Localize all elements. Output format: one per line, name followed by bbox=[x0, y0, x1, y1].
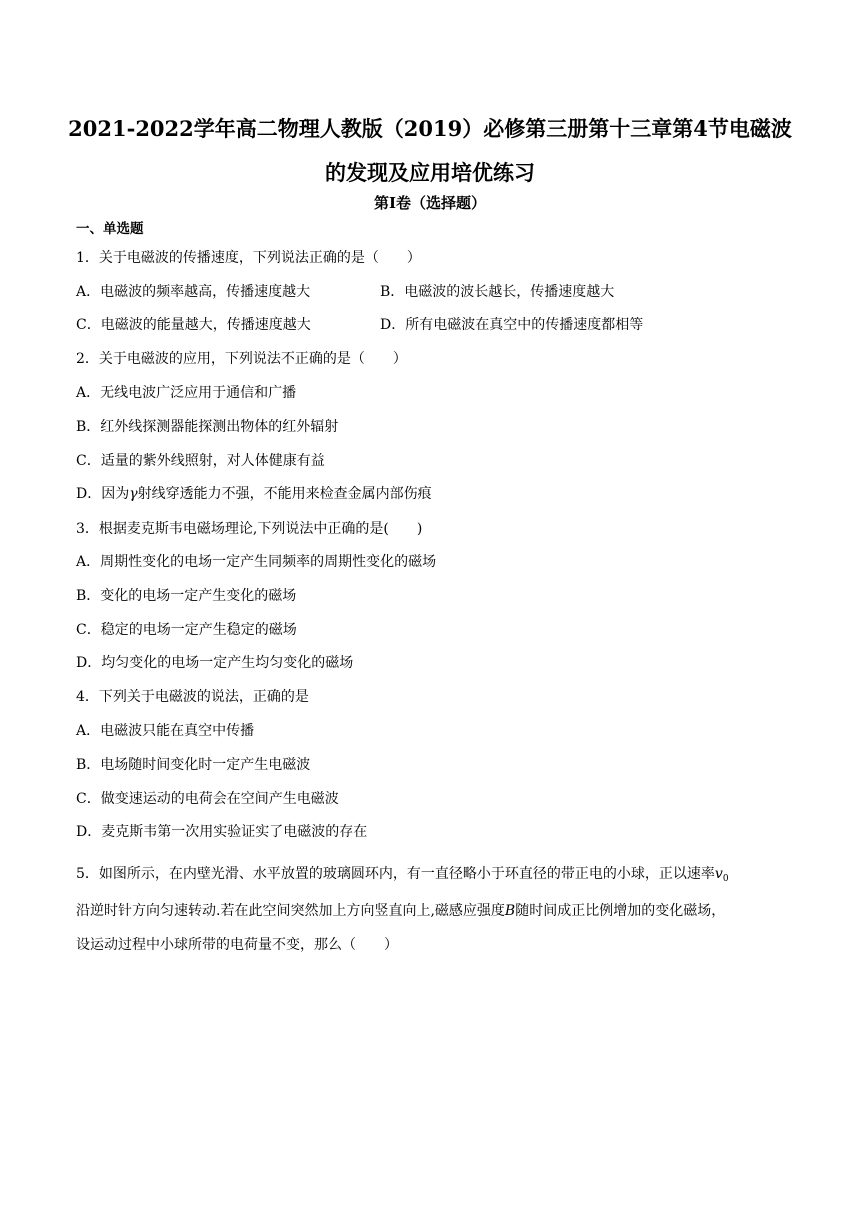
question-5-stem-line-2 bbox=[76, 901, 725, 921]
question-3-option-d: D．均匀变化的电场一定产生均匀变化的磁场 bbox=[76, 655, 354, 671]
question-1-option-c: C．电磁波的能量越大，传播速度越大 bbox=[76, 317, 311, 333]
question-4-stem: 4．下列关于电磁波的说法，正确的是 bbox=[76, 689, 309, 705]
volume-heading: 第Ⅰ卷（选择题） bbox=[373, 194, 487, 212]
question-2-option-a: A．无线电波广泛应用于通信和广播 bbox=[76, 385, 297, 401]
magnetic-field-symbol: B bbox=[504, 903, 516, 919]
question-5-stem-text-2: 沿逆时针方向匀速转动.若在此空间突然加上方向竖直向上,磁感应强度 bbox=[76, 903, 505, 919]
question-1-option-b: B．电磁波的波长越长，传播速度越大 bbox=[380, 284, 615, 300]
document-title-line-2: 的发现及应用培优练习 bbox=[325, 160, 535, 185]
question-1-option-a: A．电磁波的频率越高，传播速度越大 bbox=[76, 284, 311, 300]
question-2-stem: 2．关于电磁波的应用，下列说法不正确的是（ ） bbox=[76, 351, 407, 367]
question-1-stem: 1．关于电磁波的传播速度，下列说法正确的是（ ） bbox=[76, 250, 421, 266]
section-heading: 一、单选题 bbox=[76, 221, 144, 237]
question-3-stem: 3．根据麦克斯韦电磁场理论,下列说法中正确的是( ) bbox=[76, 521, 423, 537]
question-5-stem-line-3: 设运动过程中小球所带的电荷量不变，那么（ ） bbox=[76, 937, 398, 953]
question-5-stem-line-1 bbox=[76, 864, 729, 889]
question-2-option-d-suffix: 射线穿透能力不强，不能用来检查金属内部伤痕 bbox=[137, 486, 432, 502]
question-2-option-b: B．红外线探测器能探测出物体的红外辐射 bbox=[76, 419, 339, 435]
question-4-option-c: C．做变速运动的电荷会在空间产生电磁波 bbox=[76, 791, 339, 807]
question-2-option-d bbox=[76, 484, 432, 504]
question-5-stem-text-3: 随时间成正比例增加的变化磁场， bbox=[515, 903, 726, 919]
gamma-symbol: γ bbox=[129, 486, 138, 502]
question-3-option-c: C．稳定的电场一定产生稳定的磁场 bbox=[76, 622, 297, 638]
question-2-option-d-prefix: D．因为 bbox=[76, 486, 130, 502]
velocity-subscript: 0 bbox=[722, 874, 729, 884]
question-4-option-a: A．电磁波只能在真空中传播 bbox=[76, 723, 255, 739]
question-5-stem-text-1: 5．如图所示，在内壁光滑、水平放置的玻璃圆环内，有一直径略小于环直径的带正电的小球，正以速率 bbox=[76, 866, 715, 882]
question-3-option-a: A．周期性变化的电场一定产生同频率的周期性变化的磁场 bbox=[76, 554, 437, 570]
question-2-option-c: C．适量的紫外线照射，对人体健康有益 bbox=[76, 453, 325, 469]
question-4-option-d: D．麦克斯韦第一次用实验证实了电磁波的存在 bbox=[76, 824, 368, 840]
question-1-option-d: D．所有电磁波在真空中的传播速度都相等 bbox=[380, 317, 644, 333]
velocity-symbol: v bbox=[714, 866, 723, 882]
document-title-line-1: 2021-2022学年高二物理人教版（2019）必修第三册第十三章第4节电磁波 bbox=[68, 116, 792, 141]
question-3-option-b: B．变化的电场一定产生变化的磁场 bbox=[76, 588, 297, 604]
question-4-option-b: B．电场随时间变化时一定产生电磁波 bbox=[76, 757, 311, 773]
